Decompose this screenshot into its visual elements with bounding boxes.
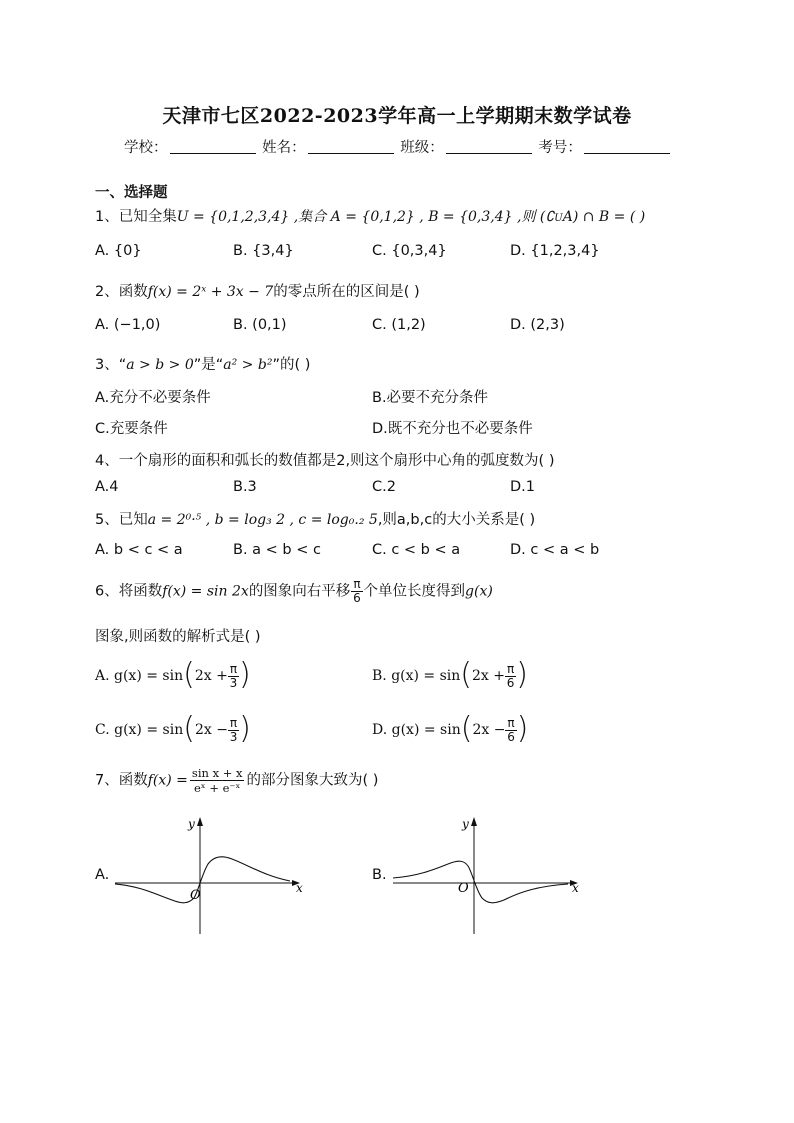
q1-option-d[interactable]: D. {1,2,3,4}: [510, 243, 600, 259]
q4-option-a[interactable]: A.4: [95, 479, 119, 495]
q6d-rparen: ): [516, 711, 529, 746]
q6b-inner: 2x +: [472, 668, 505, 684]
question-6: [95, 578, 493, 606]
q6c-den: 3: [229, 729, 238, 744]
question-3: [95, 353, 310, 374]
q6d-den: 6: [507, 729, 515, 744]
q6d-fraction: [505, 717, 516, 744]
q3-option-c[interactable]: C.充要条件: [95, 421, 168, 437]
q5-math: a = 2⁰·⁵ , b = log₃ 2 , c = log₀.₂ 5: [147, 512, 378, 528]
q6-option-d[interactable]: [372, 711, 528, 746]
q3-mid: ”是“: [193, 357, 224, 373]
q1-option-b[interactable]: B. {3,4}: [233, 243, 294, 259]
q7-prefix: 7、函数: [95, 772, 148, 789]
q3-math2: a² > b²: [223, 357, 273, 373]
question-1: [95, 205, 645, 226]
q7-graph-b[interactable]: [388, 812, 588, 937]
q5-suffix: ,则a,b,c的大小关系是( ): [377, 512, 536, 528]
q6b-rparen: ): [516, 657, 528, 692]
class-label: 班级：: [400, 140, 444, 156]
q2-prefix: 2、函数: [95, 284, 148, 300]
q6b-den: 6: [506, 675, 515, 690]
question-7: [95, 766, 378, 802]
q7-graph-a-label[interactable]: A.: [95, 867, 110, 883]
curve-b: [393, 861, 568, 903]
q1-prefix: 1、已知全集: [95, 209, 177, 225]
q5-option-c[interactable]: C. c < b < a: [372, 542, 461, 558]
q3-suffix: ”的( ): [272, 357, 311, 373]
question-4: 4、一个扇形的面积和弧长的数值都是2,则这个扇形中心角的弧度数为( ): [95, 453, 555, 469]
q6c-lead: C. g(x) = sin: [95, 722, 184, 738]
question-5: [95, 508, 535, 529]
name-blank[interactable]: [308, 139, 394, 154]
q2-suffix: 的零点所在的区间是( ): [273, 284, 420, 300]
q5-option-d[interactable]: D. c < a < b: [510, 542, 600, 558]
curve-a: [115, 857, 290, 903]
exam-no-label: 考号：: [538, 140, 582, 156]
q4-option-b[interactable]: B.3: [233, 479, 257, 495]
q3-option-d[interactable]: D.既不充分也不必要条件: [372, 421, 533, 437]
q6b-lparen: (: [460, 657, 472, 692]
q2-option-d[interactable]: D. (2,3): [510, 317, 565, 333]
q6-prefix: 6、将函数: [95, 583, 163, 600]
q6a-rparen: ): [239, 657, 251, 692]
q2-option-c[interactable]: C. (1,2): [372, 317, 426, 333]
y-label: y: [462, 817, 469, 831]
school-blank[interactable]: [170, 139, 256, 154]
q1-subscript: U: [554, 213, 563, 224]
name-label: 姓名：: [262, 140, 306, 156]
q1-option-c[interactable]: C. {0,3,4}: [372, 243, 447, 259]
class-blank[interactable]: [446, 139, 532, 154]
q1-math: U = {0,1,2,3,4} ,集合 A = {0,1,2} , B = {0,3,4} ,则 (∁: [176, 209, 555, 225]
q6c-rparen: ): [239, 711, 251, 746]
q6d-inner: 2x −: [472, 722, 506, 738]
q6a-lparen: (: [183, 657, 195, 692]
q3-math: a > b > 0: [126, 357, 194, 373]
q2-option-b[interactable]: B. (0,1): [233, 317, 287, 333]
q6a-fraction: [228, 663, 239, 690]
q6c-num: π: [229, 715, 238, 730]
q4-option-c[interactable]: C.2: [372, 479, 396, 495]
q6a-lead: A. g(x) = sin: [95, 668, 184, 684]
q6-fraction: [351, 578, 362, 605]
q4-option-d[interactable]: D.1: [510, 479, 535, 495]
q6-option-b[interactable]: [372, 657, 528, 692]
q6-frac-num: π: [353, 577, 361, 591]
q6-line2: 图象,则函数的解析式是( ): [95, 629, 261, 645]
q1-option-a[interactable]: A. {0}: [95, 243, 142, 259]
origin-label: O: [458, 881, 469, 896]
q7-frac-den: eˣ + e⁻ˣ: [194, 781, 241, 795]
q1-math-tail: A) ∩ B = ( ): [562, 209, 646, 225]
q5-prefix: 5、已知: [95, 512, 148, 528]
q6b-lead: B. g(x) = sin: [372, 668, 461, 684]
school-label: 学校：: [124, 140, 168, 156]
q6c-fraction: [228, 717, 239, 744]
q6d-num: π: [507, 715, 515, 730]
q6-math2: g(x): [465, 583, 493, 600]
q6d-lead: D. g(x) = sin: [372, 722, 461, 738]
q6-option-c[interactable]: [95, 711, 251, 746]
origin-label: O: [190, 888, 201, 903]
q6-option-a[interactable]: [95, 657, 251, 692]
section-heading: 一、选择题: [95, 185, 168, 201]
student-info-line: [124, 136, 672, 157]
x-label: x: [572, 881, 579, 895]
q2-option-a[interactable]: A. (−1,0): [95, 317, 161, 333]
q7-graph-b-label[interactable]: B.: [372, 867, 387, 883]
q6a-inner: 2x +: [194, 668, 228, 684]
q7-graph-a[interactable]: [110, 812, 310, 937]
y-label: y: [188, 817, 195, 831]
q7-frac-num: sin x + x: [191, 766, 243, 780]
q6c-lparen: (: [183, 711, 195, 746]
q6b-num: π: [506, 661, 515, 676]
x-label: x: [296, 881, 303, 895]
exam-no-blank[interactable]: [584, 139, 670, 154]
q6d-lparen: (: [460, 711, 473, 746]
y-axis-arrow-icon: [197, 817, 203, 826]
q6-frac-den: 6: [353, 591, 361, 605]
q6-mid: 的图象向右平移: [248, 583, 351, 600]
q6a-num: π: [229, 661, 238, 676]
q6-mid2: 个单位长度得到: [363, 583, 466, 600]
q6-math: f(x) = sin 2x: [162, 583, 249, 600]
q7-fraction: [190, 766, 245, 795]
q2-math: f(x) = 2ˣ + 3x − 7: [147, 284, 274, 300]
q6b-fraction: [505, 663, 516, 690]
q3-option-b[interactable]: B.必要不充分条件: [372, 390, 489, 406]
exam-title: 天津市七区2022-2023学年高一上学期期末数学试卷: [162, 105, 632, 127]
q5-option-a[interactable]: A. b < c < a: [95, 542, 183, 558]
question-2: [95, 280, 420, 301]
q3-prefix: 3、“: [95, 357, 127, 373]
q6c-inner: 2x −: [194, 722, 228, 738]
q6a-den: 3: [229, 675, 238, 690]
q7-lhs: f(x) =: [147, 772, 188, 789]
q3-option-a[interactable]: A.充分不必要条件: [95, 390, 211, 406]
q5-option-b[interactable]: B. a < b < c: [233, 542, 321, 558]
q7-suffix: 的部分图象大致为( ): [246, 772, 379, 789]
y-axis-arrow-icon: [471, 817, 477, 826]
